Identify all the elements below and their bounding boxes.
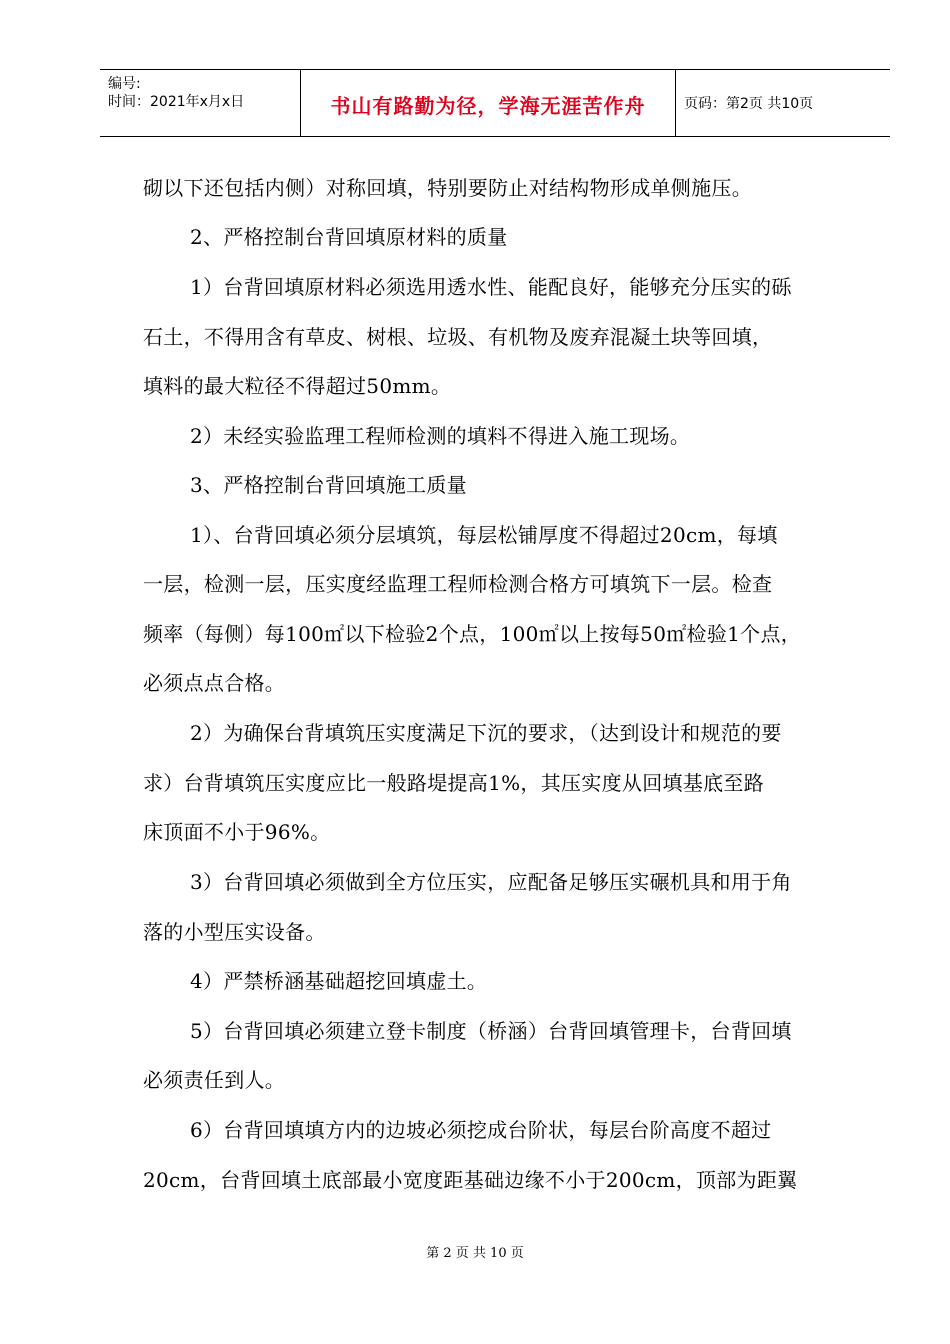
page-footer: 第 2 页 共 10 页 <box>426 1246 524 1261</box>
paragraph-line: 2）未经实验监理工程师检测的填料不得进入施工现场。 <box>190 424 691 448</box>
paragraph-line: 频率（每侧）每100㎡以下检验2个点，100㎡以上按每50㎡检验1个点， <box>143 622 802 646</box>
paragraph-line: 填料的最大粒径不得超过50mm。 <box>143 374 452 398</box>
paragraph-line: 4）严禁桥涵基础超挖回填虚土。 <box>190 969 488 993</box>
header-motto-cell <box>301 70 676 136</box>
paragraph-line: 5）台背回填必须建立登卡制度（桥涵）台背回填管理卡，台背回填 <box>190 1019 792 1043</box>
paragraph-line: 3）台背回填必须做到全方位压实，应配备足够压实碾机具和用于角 <box>190 870 792 894</box>
header-meta-cell <box>100 70 301 136</box>
paragraph-line: 砌以下还包括内侧）对称回填，特别要防止对结构物形成单侧施压。 <box>143 176 752 200</box>
paragraph-line: 必须点点合格。 <box>143 671 286 695</box>
paragraph-line: 必须责任到人。 <box>143 1068 286 1092</box>
paragraph-line: 6）台背回填填方内的边坡必须挖成台阶状，每层台阶高度不超过 <box>190 1118 772 1142</box>
motto-text: 书山有路勤为径，学海无涯苦作舟 <box>330 94 646 118</box>
paragraph-line: 1）、台背回填必须分层填筑，每层松铺厚度不得超过20cm，每填 <box>190 523 778 547</box>
paragraph-line: 2）为确保台背填筑压实度满足下沉的要求，（达到设计和规范的要 <box>190 721 782 745</box>
serial-label: 编号: <box>108 76 141 92</box>
page-header <box>100 69 890 137</box>
section-heading: 3、严格控制台背回填施工质量 <box>190 473 467 497</box>
paragraph-line: 1）台背回填原材料必须选用透水性、能配良好，能够充分压实的砾 <box>190 275 792 299</box>
paragraph-line: 20cm，台背回填土底部最小宽度距基础边缘不小于200cm，顶部为距翼 <box>143 1168 798 1192</box>
paragraph-line: 落的小型压实设备。 <box>143 920 326 944</box>
page-number-label: 页码：第2页 共10页 <box>684 96 814 112</box>
section-heading: 2、严格控制台背回填原材料的质量 <box>190 225 508 249</box>
paragraph-line: 石土，不得用含有草皮、树根、垃圾、有机物及废弃混凝土块等回填， <box>143 325 773 349</box>
paragraph-line: 床顶面不小于96%。 <box>143 820 331 844</box>
header-page-cell <box>676 70 890 136</box>
paragraph-line: 一层，检测一层，压实度经监理工程师检测合格方可填筑下一层。检查 <box>143 572 773 596</box>
date-label: 时间：2021年x月x日 <box>108 94 245 110</box>
paragraph-line: 求）台背填筑压实度应比一般路堤提高1%，其压实度从回填基底至路 <box>143 771 765 795</box>
